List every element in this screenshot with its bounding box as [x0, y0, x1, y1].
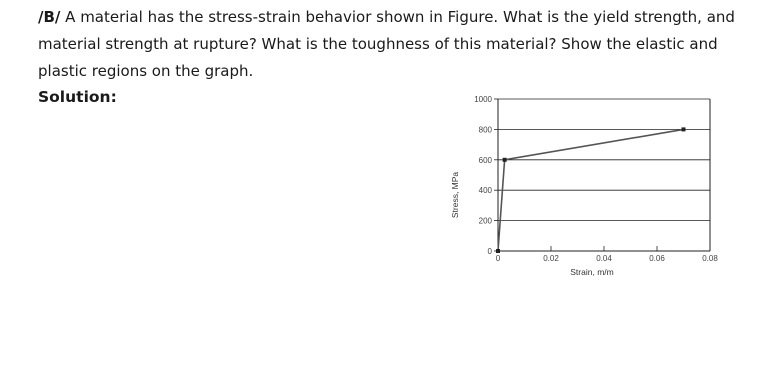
x-tick-label: 0.06: [649, 254, 665, 263]
y-axis-label: Stress, MPa: [450, 171, 460, 219]
y-tick-label: 1000: [474, 95, 492, 104]
x-tick-label: 0.04: [596, 254, 612, 263]
y-tick-label: 200: [478, 216, 492, 226]
x-tick-label: 0: [495, 254, 501, 263]
solution-heading: Solution:: [38, 88, 117, 106]
chart-grid: [498, 99, 710, 221]
data-point: [503, 158, 507, 162]
question-number: /B/: [38, 8, 61, 26]
x-tick-label: 0.02: [543, 254, 559, 263]
y-tick-label: 400: [478, 186, 492, 196]
question-body: A material has the stress-strain behavior shown in Figure. What is the yield strength, and material strength at rupture? What is the toughness of this material? Show the elastic and plastic regions on the graph.: [38, 8, 735, 80]
question-text: [38, 4, 758, 85]
data-point: [682, 127, 686, 131]
x-axis-label: Strain, m/m: [570, 267, 614, 277]
y-tick-label: 0: [487, 247, 492, 256]
x-tick-label: 0.08: [702, 254, 718, 263]
chart-ticks: [474, 95, 718, 263]
chart-axes: [498, 99, 710, 251]
stress-strain-chart: [420, 88, 720, 293]
y-tick-label: 600: [478, 155, 492, 165]
data-point: [496, 249, 500, 253]
y-tick-label: 800: [478, 125, 492, 135]
